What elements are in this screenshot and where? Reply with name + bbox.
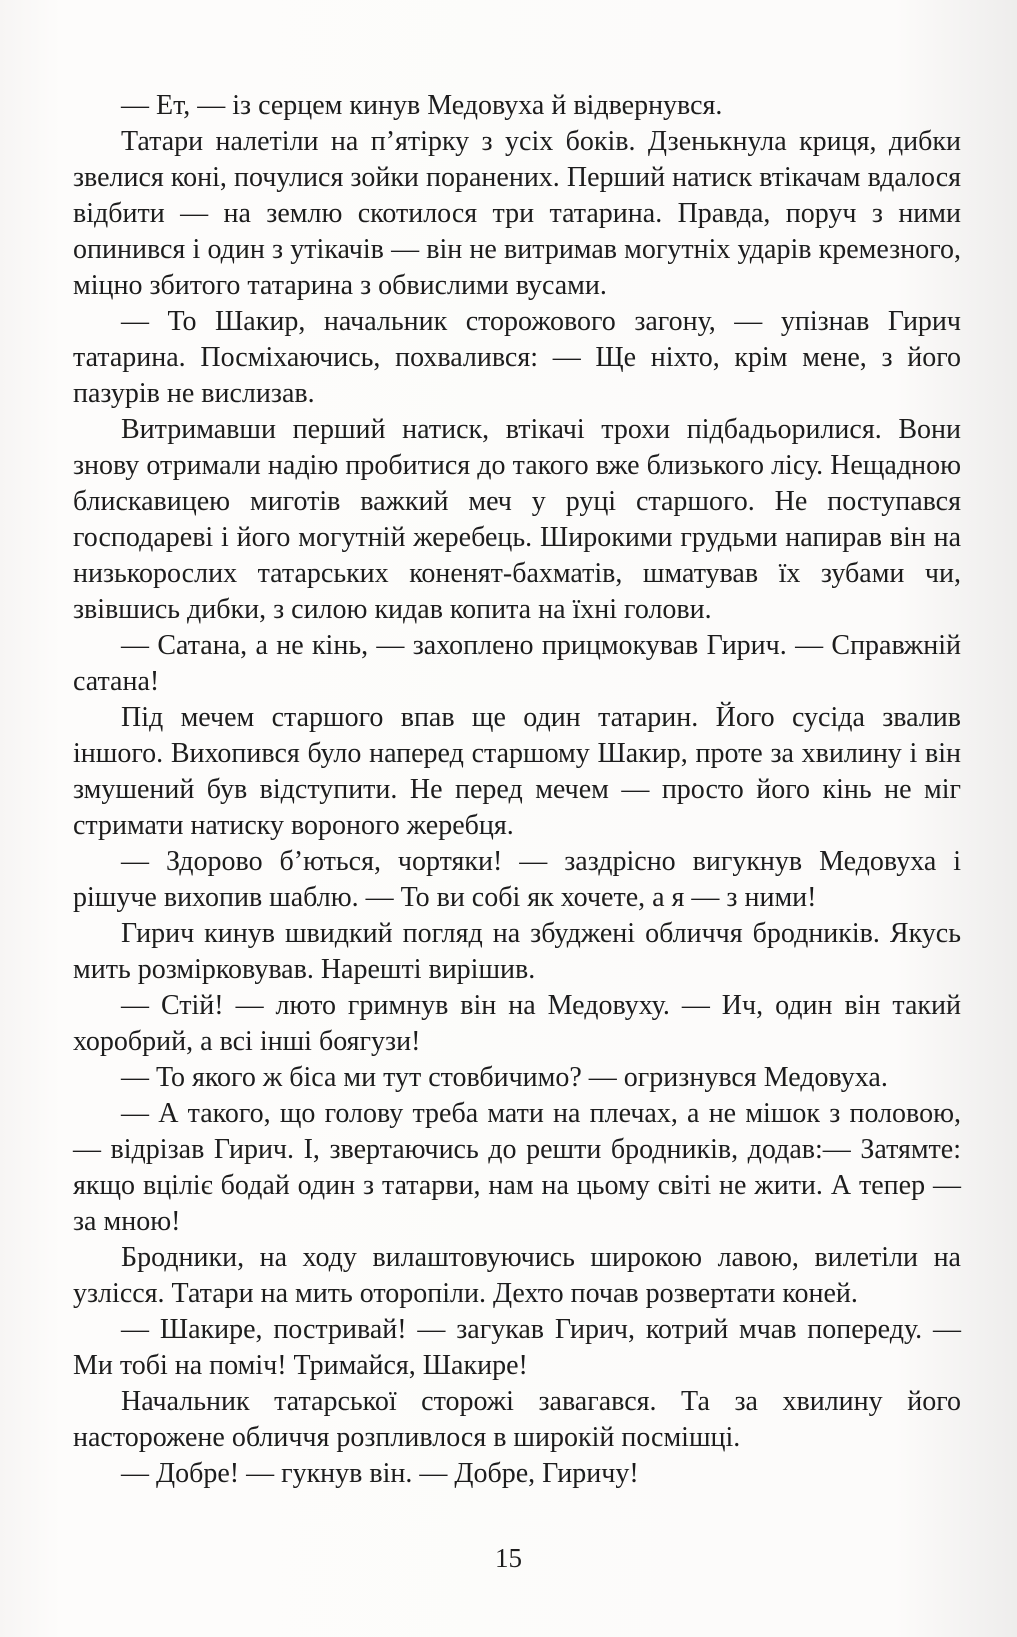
paragraph: Під мечем старшого впав ще один татарин. Його сусіда звалив іншого. Вихопився було наперед старшому Шакир, проте за хвилину і він змушений був відступити. Не перед мечем — просто його кінь не міг стримати натиску вороного жеребця.: [73, 702, 961, 841]
paragraph: — Добре! — гукнув він. — Добре, Гиричу!: [121, 1458, 639, 1489]
paragraph: Витримавши перший натиск, втікачі трохи підбадьорилися. Вони знову отримали надію пробитися до такого вже близького лісу. Нещадною блискавицею миготів важкий меч у руці старшого. Не поступався господареві і його могутній жеребець. Широкими грудьми напирав він на низькорослих татарських коненят-бахматів, шматував їх зубами чи, звівшись дибки, з силою кидав копита на їхні голови.: [73, 414, 961, 625]
paragraph: Гирич кинув швидкий погляд на збуджені обличчя бродників. Якусь мить розмірковував. Нарешті вирішив.: [73, 918, 961, 985]
paragraph: — Ет, — із серцем кинув Медовуха й відвернувся.: [121, 90, 723, 121]
paragraph: Начальник татарської сторожі завагався. Та за хвилину його насторожене обличчя розпливлося в широкій посмішці.: [73, 1386, 961, 1453]
page-text: [73, 88, 961, 1492]
paragraph: — А такого, що голову треба мати на плечах, а не мішок з половою, — відрізав Гирич. І, звертаючись до решти бродників, додав:— Затямте: якщо вціліє бодай один з татарви, нам на цьому світі не жити. А тепер — за мною!: [73, 1098, 961, 1237]
paragraph: — Стій! — люто гримнув він на Медовуху. — Ич, один він такий хоробрий, а всі інші боягузи!: [73, 990, 961, 1057]
paragraph: Бродники, на ходу вилаштовуючись широкою лавою, вилетіли на узлісся. Татари на мить оторопіли. Дехто почав розвертати коней.: [73, 1242, 961, 1309]
paragraph: — То якого ж біса ми тут стовбичимо? — огризнувся Медовуха.: [121, 1062, 888, 1093]
paragraph: — Здорово б’ються, чортяки! — заздрісно вигукнув Медовуха і рішуче вихопив шаблю. — То ви собі як хочете, а я — з ними!: [73, 846, 961, 913]
paragraph: — То Шакир, начальник сторожового загону, — упізнав Гирич татарина. Посміхаючись, похвалився: — Ще ніхто, крім мене, з його пазурів не вислизав.: [73, 306, 961, 409]
paragraph: Татари налетіли на п’ятірку з усіх боків. Дзенькнула криця, дибки звелися коні, почулися зойки поранених. Перший натиск втікачам вдалося відбити — на землю скотилося три татарина. Правда, поруч з ними опинився і один з утікачів — він не витримав могутніх ударів кремезного, міцно збитого татарина з обвислими вусами.: [73, 126, 961, 301]
paragraph: — Сатана, а не кінь, — захоплено прицмокував Гирич. — Справжній сатана!: [73, 630, 961, 697]
page-number: 15: [495, 1543, 522, 1573]
paragraph: — Шакире, постривай! — загукав Гирич, котрий мчав попереду. — Ми тобі на поміч! Тримайся, Шакире!: [73, 1314, 961, 1381]
